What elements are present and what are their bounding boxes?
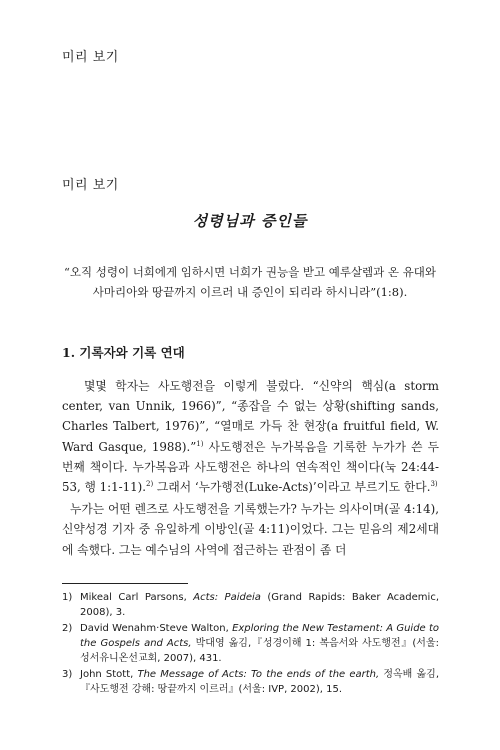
footnote-2-after: 박대영 옮김,『성경이해 1: 복음서와 사도행전』(서울: 성서유니온선교회, 2007), 431. — [80, 638, 439, 664]
footnote-3 — [62, 667, 439, 697]
footnote-1 — [62, 590, 439, 620]
footnote-3-before: John Stott, — [80, 669, 138, 680]
epigraph-quote: “오직 성령이 너희에게 임하시면 너희가 권능을 받고 예루살렘과 온 유대와 사마리아와 땅끝까지 이르러 내 증인이 되리라 하시니라”(1:8). — [63, 265, 437, 299]
paragraph-1-part-3: 그래서 ‘누가행전(Luke-Acts)’이라고 부르기도 한다. — [153, 480, 431, 495]
section-heading — [62, 343, 185, 361]
footnotes — [62, 590, 439, 698]
footnote-3-italic: The Message of Acts: To the ends of the earth, — [137, 669, 380, 680]
body-text — [62, 376, 439, 560]
footnote-ref-1: 1) — [196, 439, 204, 448]
footnote-1-number: 1) — [62, 592, 73, 603]
paragraph-2: 누가는 어떤 렌즈로 사도행전을 기록했는가? 누가는 의사이며(골 4:14), 신약성경 기자 중 유일하게 이방인(골 4:11)이었다. 그는 믿음의 제2세대에 속했다. 그는 예수님의 사역에 접근하는 관점이 좀 더 — [62, 502, 439, 557]
footnote-2-before: David Wenahm·Steve Walton, — [80, 623, 233, 634]
chapter-title: 성령님과 증인들 — [192, 212, 308, 230]
footnote-1-text — [80, 590, 439, 620]
preview-label-top: 미리 보기 — [62, 50, 119, 65]
footnote-2 — [62, 621, 439, 666]
section-number: 1. — [62, 345, 76, 360]
footnote-ref-3: 3) — [430, 480, 438, 489]
footnote-3-after: 정옥배 옮김,『사도행전 강해: 땅끝까지 이르러』(서울: IVP, 2002), 15. — [80, 669, 439, 695]
preview-label-middle: 미리 보기 — [62, 178, 119, 193]
paragraph-1-part-2: 사도행전은 누가복음을 기록한 누가가 쓴 두 번째 책이다. 누가복음과 사도행전은 하나의 연속적인 책이다(눅 24:44-53, 행 1:1-11). — [62, 439, 439, 495]
footnote-ref-2: 2) — [146, 480, 154, 489]
paragraph-1 — [62, 376, 439, 497]
footnote-1-after: (Grand Rapids: Baker Academic, 2008), 3. — [80, 592, 439, 618]
section-heading-text: 기록자와 기록 연대 — [79, 345, 185, 360]
footnote-2-italic: Exploring the New Testament: A Guide to the Gospels and Acts, — [80, 623, 439, 649]
footnote-2-text — [80, 621, 439, 666]
footnote-1-italic: Acts: Paideia — [193, 592, 261, 603]
paragraph-1-part-1: 몇몇 학자는 사도행전을 이렇게 불렀다. “신약의 핵심(a storm center, van Unnik, 1966)”, “종잡을 수 없는 상황(shifting sands, Charles Talbert, 1976)”, “열매로 가득 찬 현장(a fruitful field, W. Ward Gasque, 1988).” — [62, 379, 439, 454]
footnote-2-number: 2) — [62, 623, 73, 634]
footnote-3-number: 3) — [62, 669, 73, 680]
footnote-1-before: Mikeal Carl Parsons, — [80, 592, 194, 603]
footnote-divider — [62, 583, 188, 584]
footnote-3-text — [80, 667, 439, 697]
